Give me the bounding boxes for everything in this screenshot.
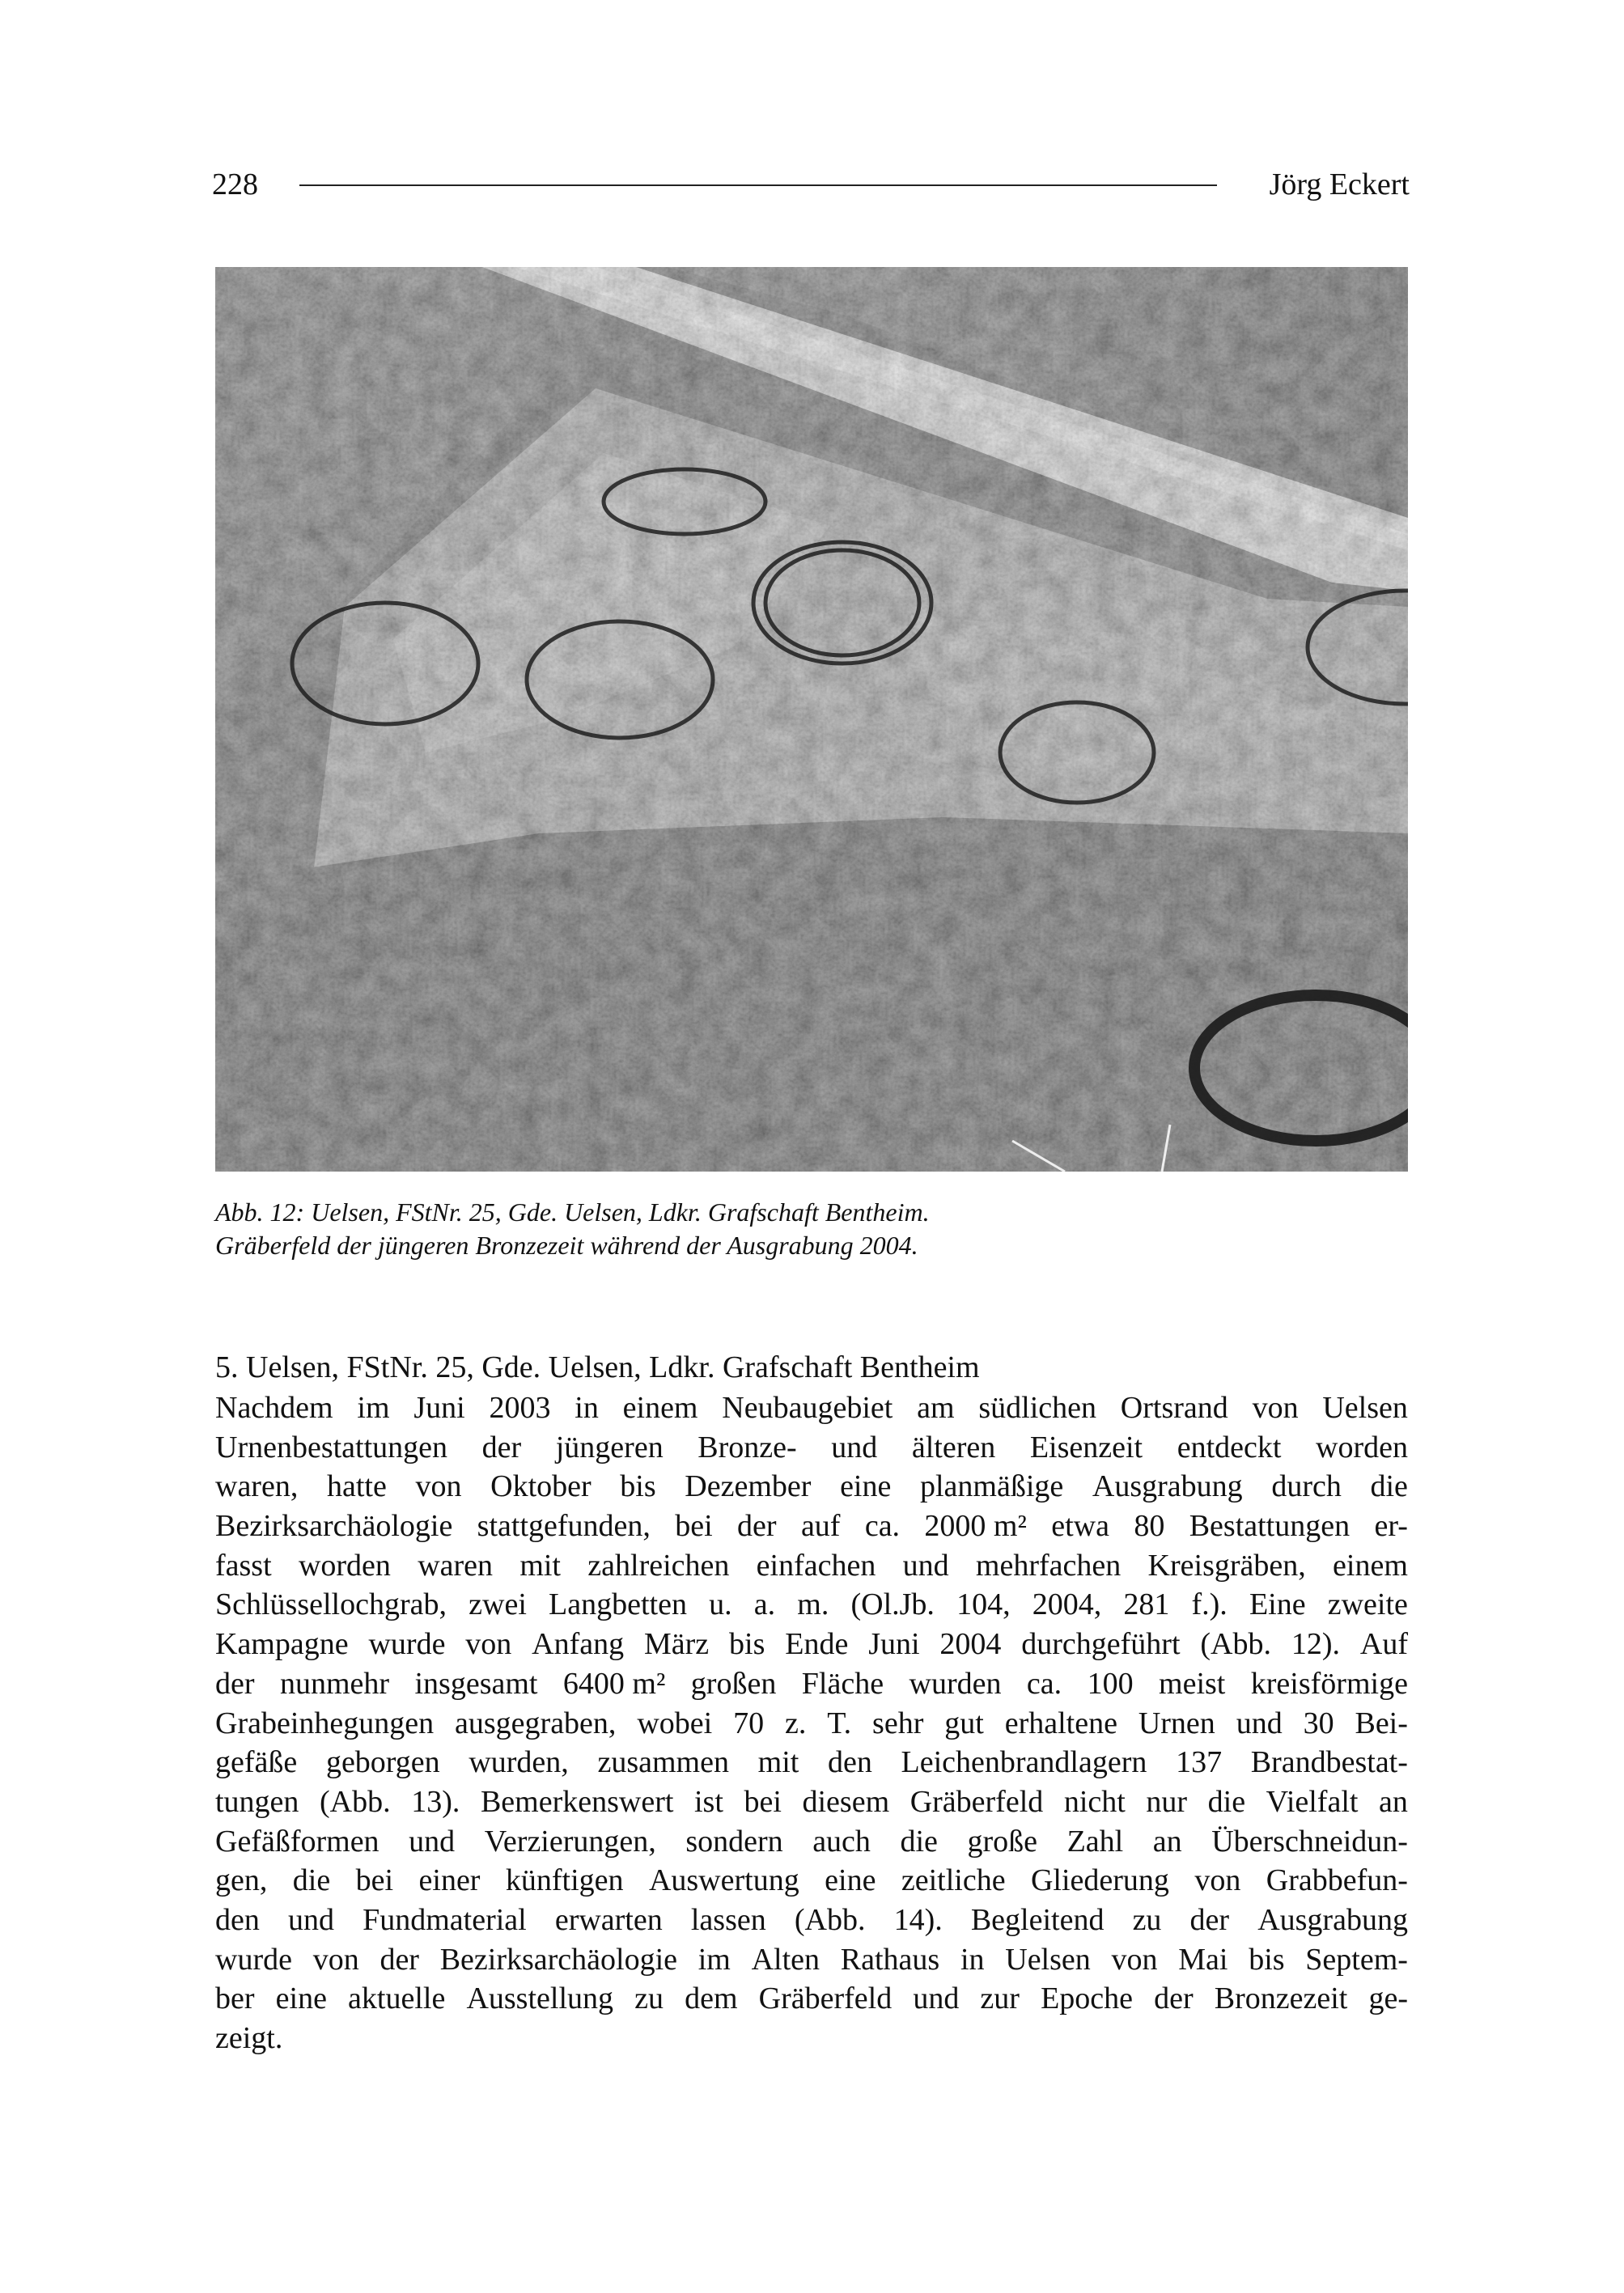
word: aktuelle bbox=[348, 1981, 446, 2016]
word: Bei- bbox=[1355, 1706, 1408, 1740]
word: 13). bbox=[411, 1784, 460, 1819]
word: mehrfachen bbox=[975, 1548, 1122, 1583]
word: stattgefunden, bbox=[477, 1509, 651, 1544]
text-line bbox=[215, 1388, 1408, 1428]
running-head bbox=[212, 162, 1410, 210]
word: im bbox=[357, 1391, 390, 1425]
word: in bbox=[575, 1391, 599, 1425]
aerial-excavation-image bbox=[215, 267, 1408, 1172]
word: Überschneidun- bbox=[1211, 1824, 1408, 1859]
word: 100 bbox=[1087, 1666, 1134, 1701]
word: geborgen bbox=[325, 1745, 440, 1780]
word: wurde bbox=[215, 1942, 292, 1977]
body-paragraph bbox=[215, 1388, 1408, 2058]
word: künftigen bbox=[505, 1863, 624, 1898]
word: einer bbox=[418, 1863, 481, 1898]
word: Gliederung bbox=[1030, 1863, 1169, 1898]
word: und bbox=[409, 1824, 456, 1859]
word: Urnenbestattungen bbox=[215, 1430, 448, 1464]
word: meist bbox=[1159, 1666, 1226, 1701]
excavation-photo bbox=[215, 267, 1408, 1172]
text-line bbox=[215, 2019, 1408, 2058]
word: einfachen bbox=[756, 1548, 876, 1583]
caption-line: Gräberfeld der jüngeren Bronzezeit während der Ausgrabung 2004. bbox=[215, 1231, 918, 1260]
word: tungen bbox=[215, 1784, 299, 1819]
word: die bbox=[292, 1863, 331, 1898]
word: der bbox=[1154, 1981, 1194, 2016]
word: Alten bbox=[751, 1942, 820, 1977]
word: Bronze- bbox=[698, 1430, 797, 1464]
word: von bbox=[465, 1627, 512, 1662]
word: auch bbox=[812, 1824, 871, 1859]
word: Eine bbox=[1249, 1587, 1306, 1622]
word: an bbox=[1379, 1784, 1408, 1819]
word: sehr bbox=[872, 1706, 924, 1740]
word: Uelsen bbox=[1322, 1391, 1408, 1425]
text-line bbox=[215, 1664, 1408, 1704]
word: 6400 m² bbox=[562, 1666, 666, 1701]
word: Uelsen bbox=[1005, 1942, 1091, 1977]
word: T. bbox=[827, 1706, 852, 1740]
word: von bbox=[415, 1469, 462, 1504]
word: durchgeführt bbox=[1021, 1627, 1181, 1662]
word: er- bbox=[1374, 1509, 1408, 1544]
word: m. bbox=[797, 1587, 829, 1622]
word: Fundmaterial bbox=[363, 1902, 527, 1937]
word: die bbox=[1207, 1784, 1246, 1819]
word: (Abb. bbox=[320, 1784, 391, 1819]
word: (Abb. bbox=[1200, 1627, 1271, 1662]
word: und bbox=[913, 1981, 960, 2016]
word: Verzierungen, bbox=[484, 1824, 656, 1859]
word: Bezirksarchäologie bbox=[439, 1942, 678, 1977]
word: zusammen bbox=[597, 1745, 729, 1780]
text-line bbox=[215, 1861, 1408, 1901]
word: 30 bbox=[1303, 1706, 1334, 1740]
word: Eisenzeit bbox=[1029, 1430, 1143, 1464]
word: von bbox=[1252, 1391, 1299, 1425]
figure-caption bbox=[215, 1196, 1408, 1262]
word: Grabeinhegungen bbox=[215, 1706, 435, 1740]
word: Auswertung bbox=[648, 1863, 799, 1898]
word: die bbox=[1370, 1469, 1408, 1504]
word: nur bbox=[1146, 1784, 1188, 1819]
word: ca. bbox=[1026, 1666, 1062, 1701]
word: Brandbestat- bbox=[1250, 1745, 1408, 1780]
word: jüngeren bbox=[555, 1430, 664, 1464]
word: von bbox=[312, 1942, 359, 1977]
word: und bbox=[831, 1430, 878, 1464]
word: mit bbox=[519, 1548, 561, 1583]
word: nicht bbox=[1063, 1784, 1126, 1819]
word: Grabbefun- bbox=[1266, 1863, 1408, 1898]
word: bei bbox=[744, 1784, 782, 1819]
word: Ausgrabung bbox=[1257, 1902, 1408, 1937]
word: 104, bbox=[956, 1587, 1011, 1622]
word: in bbox=[960, 1942, 985, 1977]
word: Kampagne bbox=[215, 1627, 349, 1662]
word: Zahl bbox=[1066, 1824, 1124, 1859]
word: bei bbox=[675, 1509, 713, 1544]
text-line bbox=[215, 1467, 1408, 1507]
word: Langbetten bbox=[549, 1587, 687, 1622]
word: entdeckt bbox=[1177, 1430, 1282, 1464]
word: f.). bbox=[1191, 1587, 1228, 1622]
word: Gefäßformen bbox=[215, 1824, 379, 1859]
text-line bbox=[215, 1940, 1408, 1980]
word: Septem- bbox=[1305, 1942, 1408, 1977]
word: Leichenbrandlagern bbox=[901, 1745, 1147, 1780]
text-line bbox=[215, 1625, 1408, 1664]
word: 281 bbox=[1123, 1587, 1170, 1622]
word: Juni bbox=[868, 1627, 920, 1662]
word: große bbox=[967, 1824, 1038, 1859]
word: 80 bbox=[1134, 1509, 1165, 1544]
word: von bbox=[1194, 1863, 1241, 1898]
word: März bbox=[643, 1627, 710, 1662]
word: u. bbox=[709, 1587, 732, 1622]
word: Bemerkenswert bbox=[480, 1784, 674, 1819]
word: z. bbox=[784, 1706, 807, 1740]
word: zeitliche bbox=[901, 1863, 1006, 1898]
word: 12). bbox=[1291, 1627, 1341, 1662]
word: zur bbox=[980, 1981, 1020, 2016]
running-head-author: Jörg Eckert bbox=[1269, 167, 1410, 201]
word: wurden, bbox=[469, 1745, 569, 1780]
word: eine bbox=[840, 1469, 892, 1504]
word: und bbox=[287, 1902, 334, 1937]
word: Epoche bbox=[1041, 1981, 1134, 2016]
text-line bbox=[215, 1822, 1408, 1862]
text-line bbox=[215, 1782, 1408, 1822]
word: zwei bbox=[469, 1587, 527, 1622]
word: gen, bbox=[215, 1863, 268, 1898]
text-line bbox=[215, 1979, 1408, 2019]
word: Vielfalt bbox=[1266, 1784, 1359, 1819]
word: waren bbox=[418, 1548, 494, 1583]
word: Oktober bbox=[490, 1469, 592, 1504]
word: Gräberfeld bbox=[910, 1784, 1044, 1819]
word: Bezirksarchäologie bbox=[215, 1509, 453, 1544]
word: dem bbox=[685, 1981, 738, 2016]
word: zahlreichen bbox=[587, 1548, 730, 1583]
word: worden bbox=[1316, 1430, 1408, 1464]
word: die bbox=[900, 1824, 938, 1859]
word: 137 bbox=[1176, 1745, 1223, 1780]
word: Bestattungen bbox=[1189, 1509, 1351, 1544]
word: worden bbox=[298, 1548, 391, 1583]
word: der bbox=[1189, 1902, 1230, 1937]
text-line bbox=[215, 1507, 1408, 1546]
text-line bbox=[215, 1585, 1408, 1625]
word: durch bbox=[1271, 1469, 1342, 1504]
word: im bbox=[698, 1942, 731, 1977]
word: a. bbox=[753, 1587, 776, 1622]
word: Ausgrabung bbox=[1092, 1469, 1243, 1504]
word: einem bbox=[1333, 1548, 1408, 1583]
word: ist bbox=[693, 1784, 723, 1819]
word: ausgegraben, bbox=[455, 1706, 617, 1740]
word: 70 bbox=[733, 1706, 765, 1740]
word: südlichen bbox=[978, 1391, 1096, 1425]
word: Ausstellung bbox=[466, 1981, 613, 2016]
word: gefäße bbox=[215, 1745, 298, 1780]
page-number: 228 bbox=[212, 167, 258, 201]
word: Dezember bbox=[685, 1469, 812, 1504]
word: älteren bbox=[911, 1430, 996, 1464]
word: erhaltene bbox=[1004, 1706, 1117, 1740]
word: bei bbox=[355, 1863, 394, 1898]
word: Mai bbox=[1178, 1942, 1228, 1977]
word: Begleitend bbox=[970, 1902, 1105, 1937]
word: der bbox=[215, 1666, 255, 1701]
word: etwa bbox=[1051, 1509, 1109, 1544]
word: den bbox=[215, 1902, 260, 1937]
word: Fläche bbox=[801, 1666, 884, 1701]
word: an bbox=[1152, 1824, 1182, 1859]
word: Rathaus bbox=[840, 1942, 940, 1977]
word: Auf bbox=[1359, 1627, 1408, 1662]
word: Bronzezeit bbox=[1214, 1981, 1348, 2016]
word: Juni bbox=[413, 1391, 465, 1425]
header-rule bbox=[299, 184, 1217, 186]
word: kreisförmige bbox=[1250, 1666, 1408, 1701]
word: mit bbox=[757, 1745, 799, 1780]
word: fasst bbox=[215, 1548, 272, 1583]
word: den bbox=[828, 1745, 872, 1780]
word: bis bbox=[620, 1469, 656, 1504]
word: Nachdem bbox=[215, 1391, 333, 1425]
word: und bbox=[1236, 1706, 1283, 1740]
text-line bbox=[215, 1743, 1408, 1782]
word: einem bbox=[622, 1391, 698, 1425]
word: ge- bbox=[1368, 1981, 1408, 2016]
word: diesem bbox=[802, 1784, 890, 1819]
word: lassen bbox=[690, 1902, 766, 1937]
word: 2004 bbox=[939, 1627, 1002, 1662]
text-line bbox=[215, 1428, 1408, 1468]
word: Gräberfeld bbox=[758, 1981, 893, 2016]
word: 14). bbox=[893, 1902, 943, 1937]
word: Urnen bbox=[1138, 1706, 1215, 1740]
caption-line: Abb. 12: Uelsen, FStNr. 25, Gde. Uelsen, Ldkr. Grafschaft Bentheim. bbox=[215, 1197, 930, 1227]
word: auf bbox=[800, 1509, 841, 1544]
word: bis bbox=[1249, 1942, 1285, 1977]
word: wobei bbox=[637, 1706, 713, 1740]
word: zu bbox=[634, 1981, 664, 2016]
word: eine bbox=[275, 1981, 327, 2016]
word: ber bbox=[215, 1981, 255, 2016]
text-line bbox=[215, 1901, 1408, 1940]
word: Ende bbox=[785, 1627, 849, 1662]
word: Neubaugebiet bbox=[722, 1391, 893, 1425]
text-line bbox=[215, 1704, 1408, 1744]
word: zeigt. bbox=[215, 2021, 283, 2055]
word: planmäßige bbox=[920, 1469, 1064, 1504]
word: wurde bbox=[368, 1627, 446, 1662]
word: zu bbox=[1132, 1902, 1162, 1937]
word: 2000 m² bbox=[924, 1509, 1027, 1544]
word: Schlüssellochgrab, bbox=[215, 1587, 447, 1622]
word: Ortsrand bbox=[1120, 1391, 1228, 1425]
word: hatte bbox=[326, 1469, 387, 1504]
word: eine bbox=[825, 1863, 876, 1898]
word: der bbox=[737, 1509, 777, 1544]
word: der bbox=[379, 1942, 419, 1977]
word: 2004, bbox=[1032, 1587, 1102, 1622]
word: nunmehr bbox=[279, 1666, 390, 1701]
word: erwarten bbox=[554, 1902, 663, 1937]
word: (Ol.Jb. bbox=[850, 1587, 935, 1622]
word: ca. bbox=[864, 1509, 901, 1544]
word: insgesamt bbox=[414, 1666, 538, 1701]
word: gut bbox=[944, 1706, 984, 1740]
word: Kreisgräben, bbox=[1147, 1548, 1306, 1583]
word: am bbox=[917, 1391, 955, 1425]
word: großen bbox=[690, 1666, 777, 1701]
word: der bbox=[481, 1430, 522, 1464]
word: Anfang bbox=[532, 1627, 625, 1662]
word: bis bbox=[729, 1627, 765, 1662]
text-line bbox=[215, 1546, 1408, 1586]
word: sondern bbox=[685, 1824, 783, 1859]
word: zweite bbox=[1327, 1587, 1408, 1622]
word: (Abb. bbox=[794, 1902, 866, 1937]
word: waren, bbox=[215, 1469, 299, 1504]
word: und bbox=[902, 1548, 949, 1583]
word: von bbox=[1111, 1942, 1158, 1977]
section-heading: 5. Uelsen, FStNr. 25, Gde. Uelsen, Ldkr. Grafschaft Bentheim bbox=[215, 1350, 980, 1384]
word: 2003 bbox=[489, 1391, 551, 1425]
word: wurden bbox=[909, 1666, 1002, 1701]
